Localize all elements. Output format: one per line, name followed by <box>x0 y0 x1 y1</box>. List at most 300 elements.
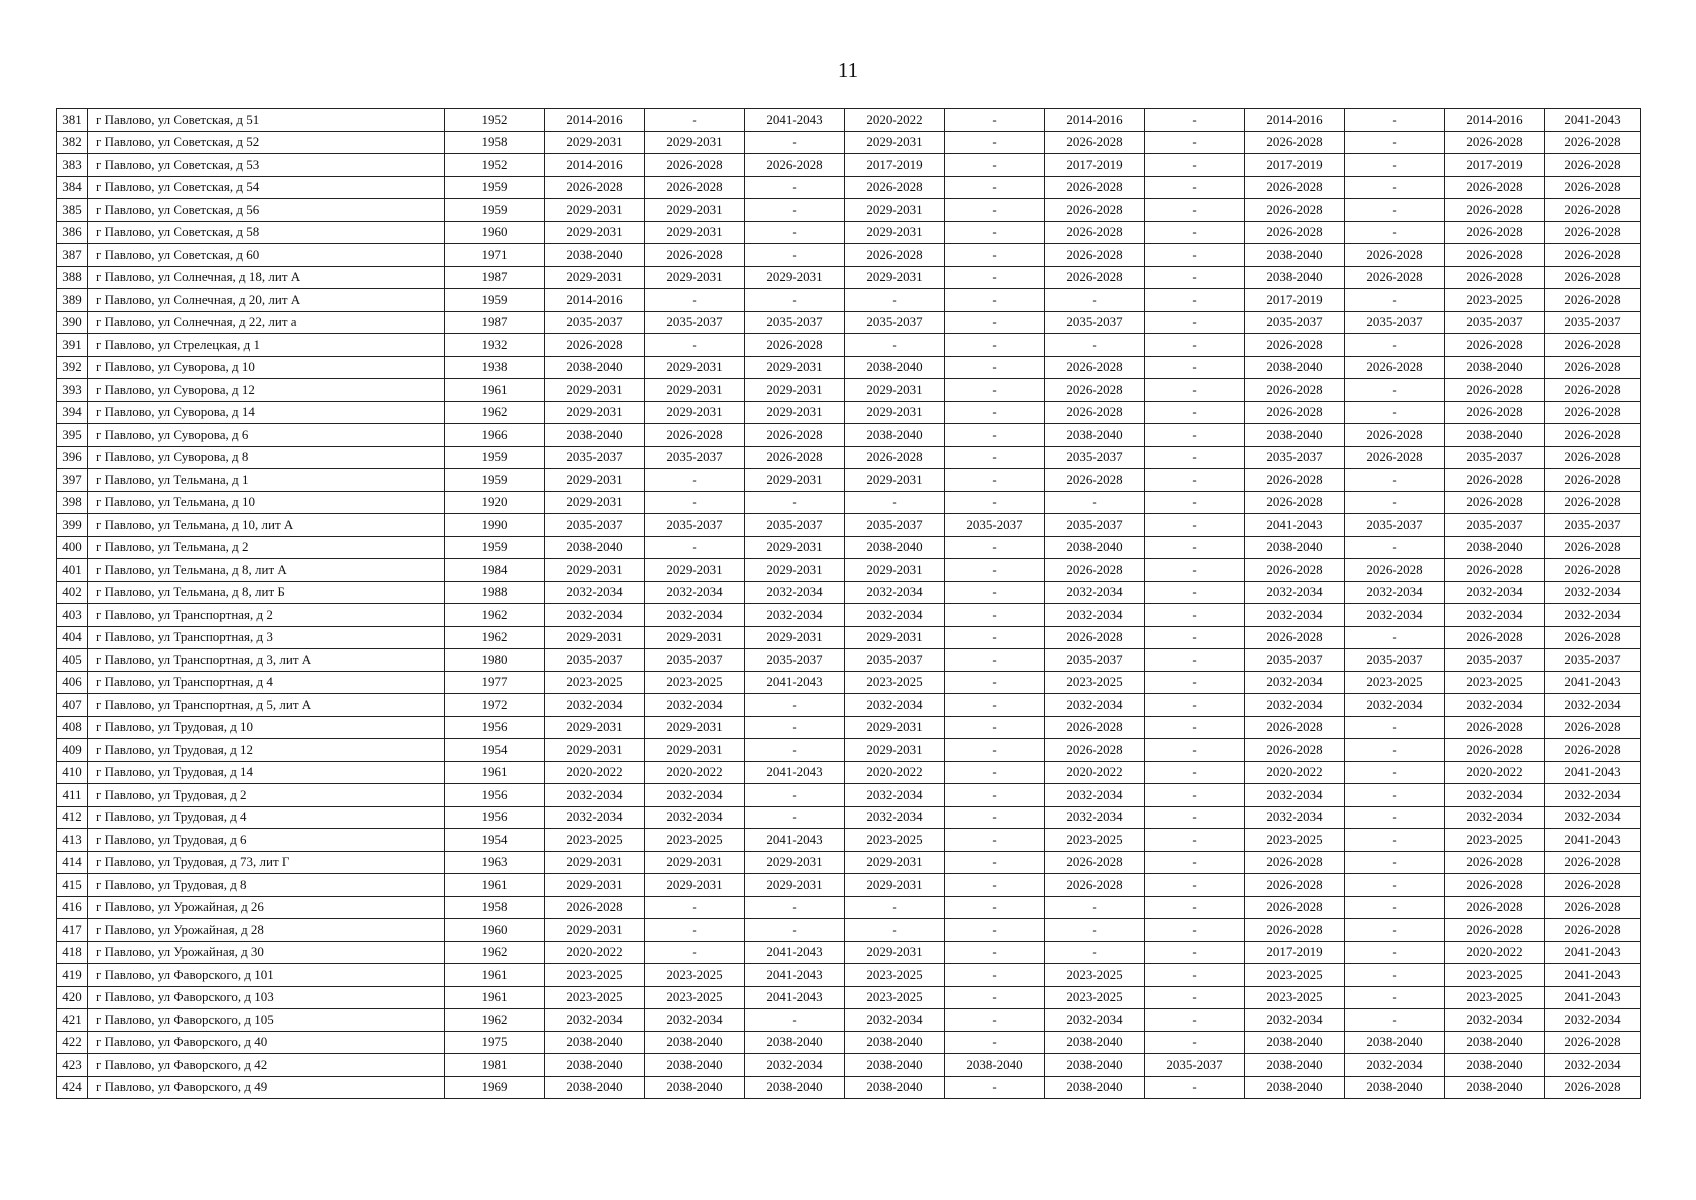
period-col-5-cell: - <box>945 176 1045 199</box>
table-row <box>57 784 1641 807</box>
row-number-cell: 424 <box>57 1076 88 1099</box>
period-col-5-cell: - <box>945 244 1045 267</box>
period-col-7-cell: - <box>1145 964 1245 987</box>
row-number-cell: 392 <box>57 356 88 379</box>
table-row <box>57 874 1641 897</box>
period-col-11-cell: 2026-2028 <box>1545 401 1641 424</box>
period-col-1-cell: 2029-2031 <box>545 379 645 402</box>
period-col-3-cell: 2035-2037 <box>745 649 845 672</box>
period-col-8-cell: 2026-2028 <box>1245 559 1345 582</box>
period-col-7-cell: - <box>1145 334 1245 357</box>
period-col-11-cell: 2026-2028 <box>1545 266 1641 289</box>
period-col-11-cell: 2041-2043 <box>1545 964 1641 987</box>
period-col-8-cell: 2017-2019 <box>1245 289 1345 312</box>
period-col-10-cell: 2026-2028 <box>1445 221 1545 244</box>
period-col-8-cell: 2017-2019 <box>1245 154 1345 177</box>
address-cell: г Павлово, ул Фаворского, д 103 <box>88 986 445 1009</box>
period-col-3-cell: 2029-2031 <box>745 626 845 649</box>
period-col-2-cell: 2032-2034 <box>645 784 745 807</box>
period-col-3-cell: - <box>745 221 845 244</box>
period-col-9-cell: 2038-2040 <box>1345 1076 1445 1099</box>
period-col-2-cell: - <box>645 334 745 357</box>
address-cell: г Павлово, ул Советская, д 52 <box>88 131 445 154</box>
period-col-6-cell: - <box>1045 491 1145 514</box>
period-col-3-cell: 2041-2043 <box>745 986 845 1009</box>
period-col-1-cell: 2029-2031 <box>545 199 645 222</box>
period-col-11-cell: 2026-2028 <box>1545 446 1641 469</box>
period-col-11-cell: 2026-2028 <box>1545 491 1641 514</box>
period-col-2-cell: 2038-2040 <box>645 1031 745 1054</box>
period-col-5-cell: - <box>945 221 1045 244</box>
row-number-cell: 404 <box>57 626 88 649</box>
period-col-6-cell: 2026-2028 <box>1045 244 1145 267</box>
period-col-8-cell: 2032-2034 <box>1245 604 1345 627</box>
period-col-1-cell: 2020-2022 <box>545 761 645 784</box>
address-cell: г Павлово, ул Суворова, д 8 <box>88 446 445 469</box>
period-col-1-cell: 2023-2025 <box>545 964 645 987</box>
period-col-8-cell: 2032-2034 <box>1245 671 1345 694</box>
address-cell: г Павлово, ул Суворова, д 14 <box>88 401 445 424</box>
build-year-cell: 1956 <box>445 784 545 807</box>
period-col-1-cell: 2014-2016 <box>545 109 645 132</box>
period-col-4-cell: 2020-2022 <box>845 761 945 784</box>
period-col-9-cell: - <box>1345 874 1445 897</box>
build-year-cell: 1959 <box>445 199 545 222</box>
period-col-1-cell: 2029-2031 <box>545 559 645 582</box>
table-row <box>57 446 1641 469</box>
period-col-1-cell: 2038-2040 <box>545 1076 645 1099</box>
period-col-3-cell: 2029-2031 <box>745 469 845 492</box>
period-col-7-cell: - <box>1145 266 1245 289</box>
period-col-5-cell: - <box>945 379 1045 402</box>
period-col-2-cell: 2032-2034 <box>645 1009 745 1032</box>
table-body <box>57 109 1641 1099</box>
period-col-6-cell: 2026-2028 <box>1045 851 1145 874</box>
period-col-5-cell: - <box>945 964 1045 987</box>
period-col-3-cell: 2029-2031 <box>745 874 845 897</box>
period-col-9-cell: - <box>1345 536 1445 559</box>
period-col-5-cell: 2038-2040 <box>945 1054 1045 1077</box>
period-col-4-cell: 2017-2019 <box>845 154 945 177</box>
period-col-7-cell: - <box>1145 986 1245 1009</box>
period-col-1-cell: 2029-2031 <box>545 221 645 244</box>
period-col-4-cell: 2032-2034 <box>845 604 945 627</box>
build-year-cell: 1956 <box>445 716 545 739</box>
period-col-3-cell: 2032-2034 <box>745 581 845 604</box>
table-row <box>57 514 1641 537</box>
table-row <box>57 379 1641 402</box>
period-col-1-cell: 2029-2031 <box>545 401 645 424</box>
period-col-3-cell: 2041-2043 <box>745 829 845 852</box>
period-col-5-cell: - <box>945 581 1045 604</box>
period-col-5-cell: - <box>945 356 1045 379</box>
table-row <box>57 176 1641 199</box>
build-year-cell: 1962 <box>445 626 545 649</box>
period-col-6-cell: 2017-2019 <box>1045 154 1145 177</box>
period-col-7-cell: - <box>1145 671 1245 694</box>
period-col-2-cell: 2035-2037 <box>645 649 745 672</box>
period-col-2-cell: 2035-2037 <box>645 514 745 537</box>
period-col-6-cell: - <box>1045 919 1145 942</box>
table-row <box>57 266 1641 289</box>
build-year-cell: 1990 <box>445 514 545 537</box>
address-cell: г Павлово, ул Советская, д 60 <box>88 244 445 267</box>
period-col-7-cell: - <box>1145 491 1245 514</box>
period-col-4-cell: 2029-2031 <box>845 266 945 289</box>
period-col-4-cell: - <box>845 919 945 942</box>
period-col-6-cell: 2023-2025 <box>1045 964 1145 987</box>
address-cell: г Павлово, ул Фаворского, д 40 <box>88 1031 445 1054</box>
period-col-9-cell: - <box>1345 941 1445 964</box>
period-col-2-cell: 2035-2037 <box>645 311 745 334</box>
period-col-11-cell: 2041-2043 <box>1545 829 1641 852</box>
period-col-11-cell: 2026-2028 <box>1545 289 1641 312</box>
period-col-6-cell: 2032-2034 <box>1045 784 1145 807</box>
address-cell: г Павлово, ул Урожайная, д 26 <box>88 896 445 919</box>
period-col-1-cell: 2029-2031 <box>545 131 645 154</box>
address-cell: г Павлово, ул Трудовая, д 12 <box>88 739 445 762</box>
period-col-10-cell: 2038-2040 <box>1445 356 1545 379</box>
address-cell: г Павлово, ул Транспортная, д 3, лит А <box>88 649 445 672</box>
period-col-8-cell: 2020-2022 <box>1245 761 1345 784</box>
period-col-9-cell: - <box>1345 221 1445 244</box>
period-col-7-cell: - <box>1145 244 1245 267</box>
period-col-2-cell: 2032-2034 <box>645 604 745 627</box>
table-row <box>57 739 1641 762</box>
period-col-7-cell: - <box>1145 941 1245 964</box>
address-cell: г Павлово, ул Советская, д 53 <box>88 154 445 177</box>
period-col-5-cell: - <box>945 649 1045 672</box>
address-cell: г Павлово, ул Трудовая, д 8 <box>88 874 445 897</box>
period-col-3-cell: - <box>745 739 845 762</box>
period-col-8-cell: 2038-2040 <box>1245 1076 1345 1099</box>
period-col-3-cell: - <box>745 784 845 807</box>
period-col-7-cell: - <box>1145 604 1245 627</box>
period-col-8-cell: 2035-2037 <box>1245 649 1345 672</box>
period-col-10-cell: 2023-2025 <box>1445 986 1545 1009</box>
address-cell: г Павлово, ул Суворова, д 12 <box>88 379 445 402</box>
address-cell: г Павлово, ул Трудовая, д 14 <box>88 761 445 784</box>
row-number-cell: 403 <box>57 604 88 627</box>
period-col-7-cell: - <box>1145 874 1245 897</box>
period-col-7-cell: - <box>1145 919 1245 942</box>
address-cell: г Павлово, ул Тельмана, д 10 <box>88 491 445 514</box>
period-col-3-cell: 2032-2034 <box>745 604 845 627</box>
row-number-cell: 398 <box>57 491 88 514</box>
period-col-1-cell: 2032-2034 <box>545 784 645 807</box>
period-col-6-cell: 2038-2040 <box>1045 1031 1145 1054</box>
address-cell: г Павлово, ул Стрелецкая, д 1 <box>88 334 445 357</box>
period-col-3-cell: 2038-2040 <box>745 1031 845 1054</box>
period-col-3-cell: - <box>745 289 845 312</box>
period-col-6-cell: 2035-2037 <box>1045 311 1145 334</box>
period-col-3-cell: - <box>745 919 845 942</box>
build-year-cell: 1959 <box>445 446 545 469</box>
period-col-4-cell: 2038-2040 <box>845 1054 945 1077</box>
period-col-8-cell: 2026-2028 <box>1245 176 1345 199</box>
period-col-8-cell: 2026-2028 <box>1245 401 1345 424</box>
row-number-cell: 416 <box>57 896 88 919</box>
row-number-cell: 405 <box>57 649 88 672</box>
build-year-cell: 1960 <box>445 919 545 942</box>
period-col-10-cell: 2023-2025 <box>1445 289 1545 312</box>
address-cell: г Павлово, ул Суворова, д 10 <box>88 356 445 379</box>
period-col-9-cell: 2026-2028 <box>1345 266 1445 289</box>
period-col-11-cell: 2032-2034 <box>1545 784 1641 807</box>
period-col-2-cell: 2029-2031 <box>645 356 745 379</box>
period-col-9-cell: - <box>1345 491 1445 514</box>
build-year-cell: 1959 <box>445 469 545 492</box>
period-col-6-cell: 2032-2034 <box>1045 1009 1145 1032</box>
period-col-7-cell: - <box>1145 536 1245 559</box>
period-col-11-cell: 2032-2034 <box>1545 581 1641 604</box>
period-col-7-cell: - <box>1145 379 1245 402</box>
address-cell: г Павлово, ул Тельмана, д 10, лит А <box>88 514 445 537</box>
row-number-cell: 402 <box>57 581 88 604</box>
build-year-cell: 1958 <box>445 896 545 919</box>
address-cell: г Павлово, ул Трудовая, д 10 <box>88 716 445 739</box>
period-col-7-cell: - <box>1145 784 1245 807</box>
period-col-4-cell: - <box>845 289 945 312</box>
period-col-8-cell: 2038-2040 <box>1245 266 1345 289</box>
period-col-9-cell: 2038-2040 <box>1345 1031 1445 1054</box>
period-col-10-cell: 2032-2034 <box>1445 806 1545 829</box>
period-col-1-cell: 2029-2031 <box>545 874 645 897</box>
period-col-8-cell: 2026-2028 <box>1245 221 1345 244</box>
period-col-2-cell: 2029-2031 <box>645 851 745 874</box>
period-col-11-cell: 2032-2034 <box>1545 1054 1641 1077</box>
row-number-cell: 407 <box>57 694 88 717</box>
row-number-cell: 383 <box>57 154 88 177</box>
period-col-7-cell: 2035-2037 <box>1145 1054 1245 1077</box>
period-col-11-cell: 2032-2034 <box>1545 1009 1641 1032</box>
period-col-6-cell: 2026-2028 <box>1045 874 1145 897</box>
build-year-cell: 1932 <box>445 334 545 357</box>
period-col-1-cell: 2029-2031 <box>545 491 645 514</box>
period-col-2-cell: 2029-2031 <box>645 131 745 154</box>
period-col-6-cell: 2026-2028 <box>1045 739 1145 762</box>
address-cell: г Павлово, ул Тельмана, д 8, лит Б <box>88 581 445 604</box>
period-col-5-cell: - <box>945 109 1045 132</box>
period-col-7-cell: - <box>1145 469 1245 492</box>
period-col-11-cell: 2026-2028 <box>1545 469 1641 492</box>
address-cell: г Павлово, ул Транспортная, д 4 <box>88 671 445 694</box>
build-year-cell: 1954 <box>445 829 545 852</box>
table-row <box>57 356 1641 379</box>
period-col-8-cell: 2026-2028 <box>1245 896 1345 919</box>
period-col-3-cell: 2029-2031 <box>745 536 845 559</box>
period-col-1-cell: 2026-2028 <box>545 176 645 199</box>
build-year-cell: 1972 <box>445 694 545 717</box>
period-col-6-cell: 2026-2028 <box>1045 266 1145 289</box>
period-col-1-cell: 2038-2040 <box>545 244 645 267</box>
period-col-5-cell: - <box>945 806 1045 829</box>
build-year-cell: 1961 <box>445 964 545 987</box>
period-col-4-cell: 2038-2040 <box>845 1031 945 1054</box>
period-col-11-cell: 2041-2043 <box>1545 986 1641 1009</box>
period-col-6-cell: 2026-2028 <box>1045 379 1145 402</box>
period-col-3-cell: 2041-2043 <box>745 964 845 987</box>
build-year-cell: 1969 <box>445 1076 545 1099</box>
period-col-10-cell: 2032-2034 <box>1445 694 1545 717</box>
period-col-7-cell: - <box>1145 109 1245 132</box>
period-col-5-cell: - <box>945 919 1045 942</box>
period-col-11-cell: 2026-2028 <box>1545 1076 1641 1099</box>
row-number-cell: 401 <box>57 559 88 582</box>
period-col-10-cell: 2035-2037 <box>1445 446 1545 469</box>
build-year-cell: 1961 <box>445 761 545 784</box>
period-col-4-cell: 2038-2040 <box>845 424 945 447</box>
period-col-8-cell: 2023-2025 <box>1245 829 1345 852</box>
period-col-4-cell: 2035-2037 <box>845 311 945 334</box>
period-col-9-cell: - <box>1345 469 1445 492</box>
period-col-6-cell: 2026-2028 <box>1045 469 1145 492</box>
period-col-10-cell: 2035-2037 <box>1445 649 1545 672</box>
period-col-10-cell: 2023-2025 <box>1445 671 1545 694</box>
period-col-11-cell: 2026-2028 <box>1545 221 1641 244</box>
period-col-2-cell: 2029-2031 <box>645 199 745 222</box>
period-col-8-cell: 2026-2028 <box>1245 491 1345 514</box>
period-col-5-cell: - <box>945 986 1045 1009</box>
period-col-9-cell: - <box>1345 289 1445 312</box>
period-col-6-cell: 2026-2028 <box>1045 716 1145 739</box>
period-col-3-cell: 2029-2031 <box>745 266 845 289</box>
row-number-cell: 386 <box>57 221 88 244</box>
period-col-4-cell: 2029-2031 <box>845 469 945 492</box>
period-col-4-cell: 2023-2025 <box>845 986 945 1009</box>
period-col-4-cell: 2029-2031 <box>845 131 945 154</box>
period-col-4-cell: 2032-2034 <box>845 1009 945 1032</box>
period-col-10-cell: 2026-2028 <box>1445 244 1545 267</box>
period-col-8-cell: 2026-2028 <box>1245 131 1345 154</box>
row-number-cell: 410 <box>57 761 88 784</box>
period-col-2-cell: 2029-2031 <box>645 559 745 582</box>
period-col-7-cell: - <box>1145 851 1245 874</box>
period-col-2-cell: - <box>645 919 745 942</box>
build-year-cell: 1958 <box>445 131 545 154</box>
table-row <box>57 829 1641 852</box>
period-col-9-cell: 2035-2037 <box>1345 649 1445 672</box>
row-number-cell: 400 <box>57 536 88 559</box>
period-col-2-cell: 2026-2028 <box>645 244 745 267</box>
address-cell: г Павлово, ул Тельмана, д 8, лит А <box>88 559 445 582</box>
address-cell: г Павлово, ул Фаворского, д 105 <box>88 1009 445 1032</box>
period-col-2-cell: 2035-2037 <box>645 446 745 469</box>
period-col-6-cell: 2032-2034 <box>1045 581 1145 604</box>
period-col-4-cell: 2029-2031 <box>845 716 945 739</box>
build-year-cell: 1959 <box>445 176 545 199</box>
period-col-2-cell: - <box>645 289 745 312</box>
table-row <box>57 289 1641 312</box>
period-col-9-cell: - <box>1345 851 1445 874</box>
period-col-8-cell: 2038-2040 <box>1245 424 1345 447</box>
period-col-3-cell: 2029-2031 <box>745 559 845 582</box>
build-year-cell: 1961 <box>445 986 545 1009</box>
period-col-3-cell: 2038-2040 <box>745 1076 845 1099</box>
table-row <box>57 154 1641 177</box>
table-row <box>57 1054 1641 1077</box>
row-number-cell: 406 <box>57 671 88 694</box>
period-col-3-cell: 2032-2034 <box>745 1054 845 1077</box>
period-col-7-cell: - <box>1145 626 1245 649</box>
build-year-cell: 1960 <box>445 221 545 244</box>
period-col-3-cell: 2029-2031 <box>745 379 845 402</box>
period-col-8-cell: 2026-2028 <box>1245 379 1345 402</box>
address-cell: г Павлово, ул Тельмана, д 2 <box>88 536 445 559</box>
period-col-4-cell: 2029-2031 <box>845 221 945 244</box>
period-col-11-cell: 2026-2028 <box>1545 379 1641 402</box>
period-col-1-cell: 2029-2031 <box>545 716 645 739</box>
build-year-cell: 1984 <box>445 559 545 582</box>
period-col-11-cell: 2041-2043 <box>1545 109 1641 132</box>
period-col-7-cell: - <box>1145 289 1245 312</box>
build-year-cell: 1971 <box>445 244 545 267</box>
period-col-7-cell: - <box>1145 694 1245 717</box>
period-col-1-cell: 2038-2040 <box>545 424 645 447</box>
period-col-6-cell: 2026-2028 <box>1045 401 1145 424</box>
row-number-cell: 385 <box>57 199 88 222</box>
period-col-11-cell: 2026-2028 <box>1545 334 1641 357</box>
period-col-5-cell: - <box>945 851 1045 874</box>
period-col-6-cell: - <box>1045 334 1145 357</box>
table-row <box>57 469 1641 492</box>
period-col-1-cell: 2032-2034 <box>545 581 645 604</box>
period-col-9-cell: - <box>1345 761 1445 784</box>
row-number-cell: 387 <box>57 244 88 267</box>
build-year-cell: 1952 <box>445 154 545 177</box>
period-col-1-cell: 2035-2037 <box>545 649 645 672</box>
row-number-cell: 418 <box>57 941 88 964</box>
period-col-9-cell: - <box>1345 806 1445 829</box>
row-number-cell: 393 <box>57 379 88 402</box>
period-col-4-cell: 2029-2031 <box>845 941 945 964</box>
period-col-10-cell: 2026-2028 <box>1445 176 1545 199</box>
period-col-5-cell: - <box>945 604 1045 627</box>
build-year-cell: 1954 <box>445 739 545 762</box>
period-col-7-cell: - <box>1145 739 1245 762</box>
period-col-11-cell: 2026-2028 <box>1545 874 1641 897</box>
period-col-2-cell: 2038-2040 <box>645 1054 745 1077</box>
address-cell: г Павлово, ул Урожайная, д 30 <box>88 941 445 964</box>
period-col-10-cell: 2032-2034 <box>1445 604 1545 627</box>
period-col-1-cell: 2023-2025 <box>545 671 645 694</box>
period-col-8-cell: 2035-2037 <box>1245 446 1345 469</box>
period-col-9-cell: - <box>1345 379 1445 402</box>
period-col-2-cell: 2023-2025 <box>645 964 745 987</box>
table-row <box>57 559 1641 582</box>
period-col-8-cell: 2032-2034 <box>1245 1009 1345 1032</box>
period-col-11-cell: 2026-2028 <box>1545 424 1641 447</box>
period-col-2-cell: 2032-2034 <box>645 694 745 717</box>
period-col-1-cell: 2032-2034 <box>545 604 645 627</box>
period-col-1-cell: 2038-2040 <box>545 1054 645 1077</box>
period-col-6-cell: 2035-2037 <box>1045 514 1145 537</box>
period-col-6-cell: 2026-2028 <box>1045 131 1145 154</box>
period-col-9-cell: 2026-2028 <box>1345 446 1445 469</box>
table-row <box>57 694 1641 717</box>
build-year-cell: 1920 <box>445 491 545 514</box>
period-col-9-cell: - <box>1345 199 1445 222</box>
period-col-3-cell: 2029-2031 <box>745 356 845 379</box>
period-col-5-cell: - <box>945 536 1045 559</box>
table-row <box>57 221 1641 244</box>
period-col-10-cell: 2026-2028 <box>1445 131 1545 154</box>
build-year-cell: 1961 <box>445 874 545 897</box>
period-col-4-cell: 2026-2028 <box>845 176 945 199</box>
period-col-4-cell: 2029-2031 <box>845 626 945 649</box>
period-col-3-cell: - <box>745 716 845 739</box>
build-year-cell: 1962 <box>445 401 545 424</box>
